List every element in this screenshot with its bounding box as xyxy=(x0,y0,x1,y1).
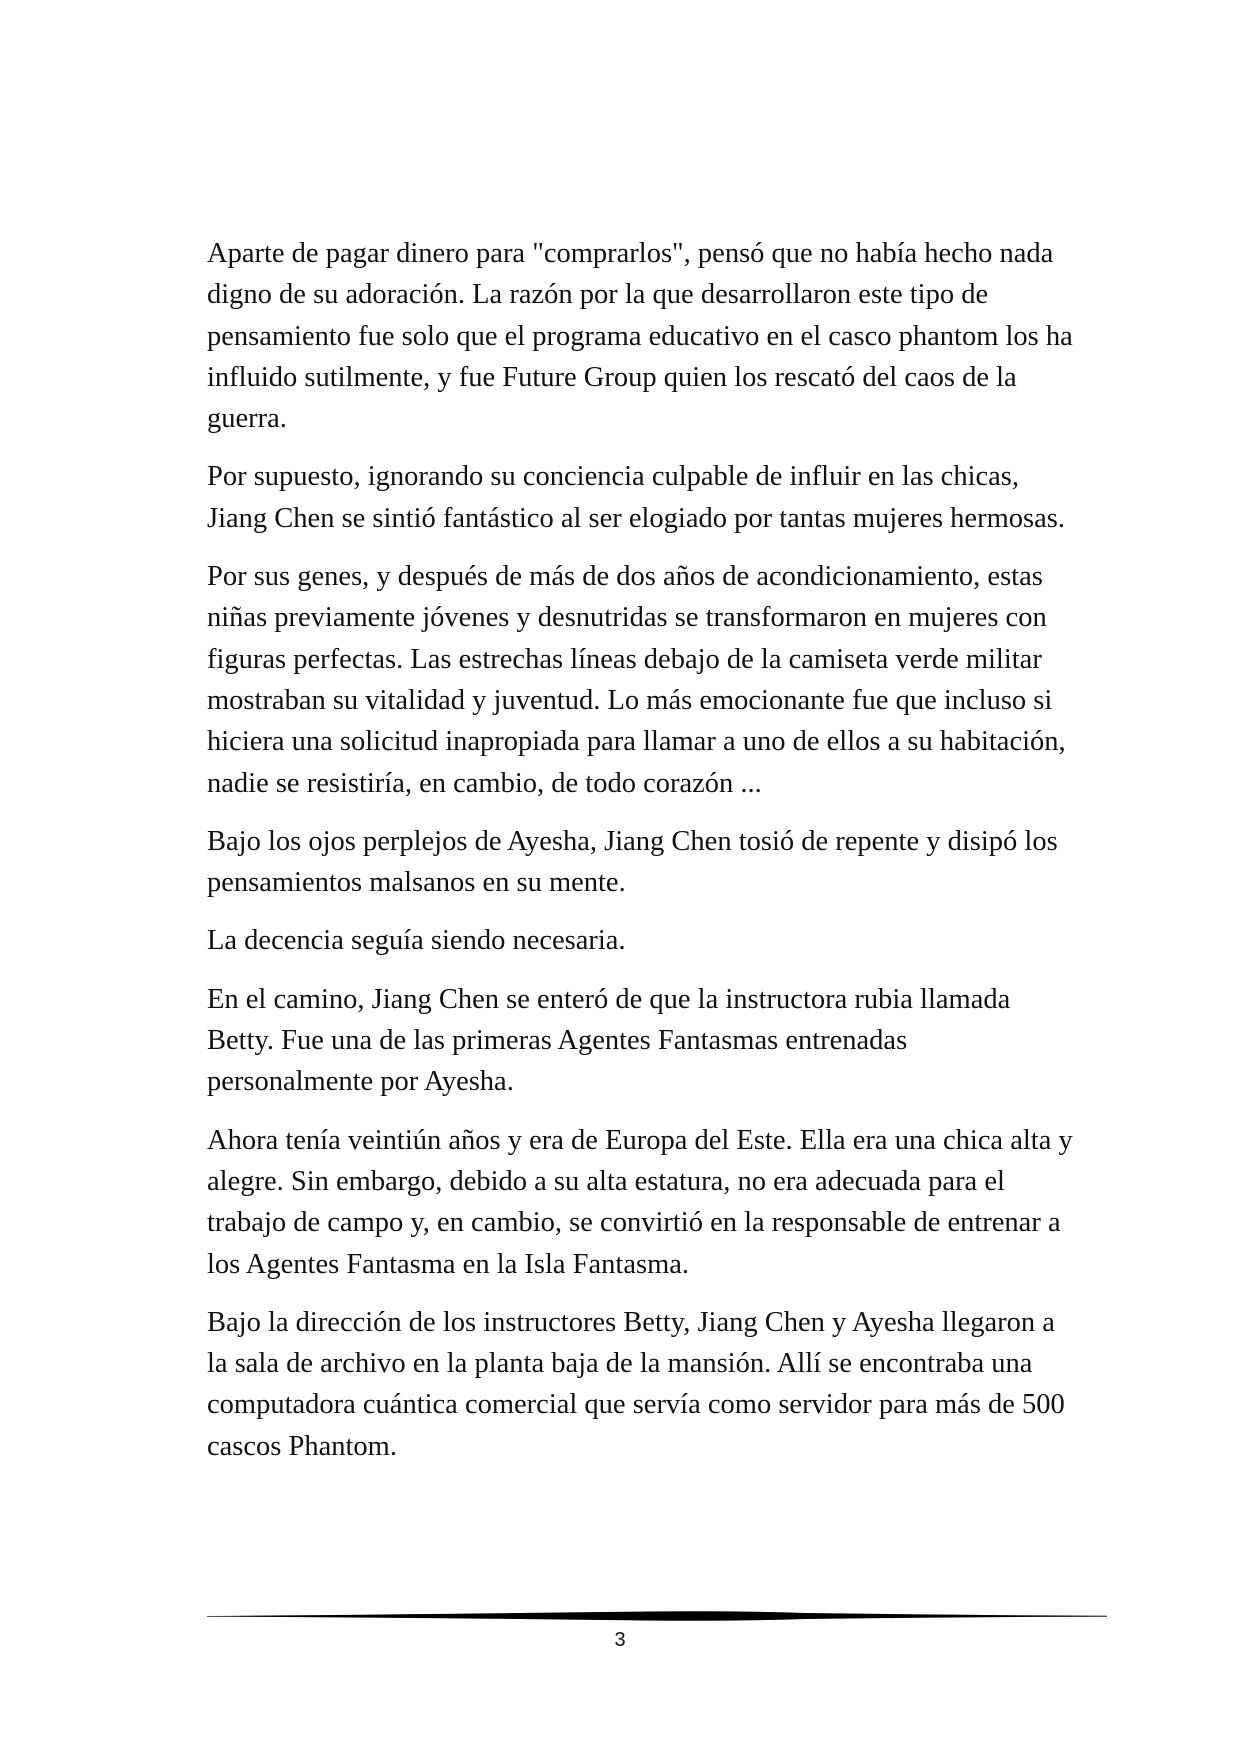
paragraph-6: En el camino, Jiang Chen se enteró de que la instructora rubia llamada Betty. Fue una de las primeras Agentes Fantasmas entrenadas personalmente por Ayesha. xyxy=(207,983,1011,1098)
paragraph-1: Aparte de pagar dinero para "comprarlos", pensó que no había hecho nada digno de su adoración. La razón por la que desarrollaron este tipo de pensamiento fue solo que el programa educativo en el casco phantom los ha influido sutilmente, y fue Future Group quien los rescató del caos de la guerra. xyxy=(207,238,1073,435)
paragraph-4: Bajo los ojos perplejos de Ayesha, Jiang Chen tosió de repente y disipó los pensamientos malsanos en su mente. xyxy=(207,825,1058,899)
body-text xyxy=(207,233,1077,1484)
paragraph-2: Por supuesto, ignorando su conciencia culpable de influir en las chicas, Jiang Chen se sintió fantástico al ser elogiado por tantas mujeres hermosas. xyxy=(207,461,1065,534)
page-number: 3 xyxy=(614,1629,626,1651)
paragraph-5: La decencia seguía siendo necesaria. xyxy=(207,925,626,957)
paragraph-7: Ahora tenía veintiún años y era de Europa del Este. Ella era una chica alta y alegre. Sin embargo, debido a su alta estatura, no era adecuada para el trabajo de campo y, en cambio, se convirtió en la responsable de entrenar a los Agentes Fantasma en la Isla Fantasma. xyxy=(207,1124,1073,1280)
paragraph-3: Por sus genes, y después de más de dos años de acondicionamiento, estas niñas previamente jóvenes y desnutridas se transformaron en mujeres con figuras perfectas. Las estrechas líneas debajo de la camiseta verde militar mostraban su vitalidad y juventud. Lo más emocionante fue que incluso si hiciera una solicitud inapropiada para llamar a uno de ellos a su habitación, nadie se resistiría, en cambio, de todo corazón ... xyxy=(207,561,1066,799)
footer-divider xyxy=(207,1609,1107,1623)
paragraph-8: Bajo la dirección de los instructores Betty, Jiang Chen y Ayesha llegaron a la sala de archivo en la planta baja de la mansión. Allí se encontraba una computadora cuántica comercial que servía como servidor para más de 500 cascos Phantom. xyxy=(207,1306,1065,1462)
